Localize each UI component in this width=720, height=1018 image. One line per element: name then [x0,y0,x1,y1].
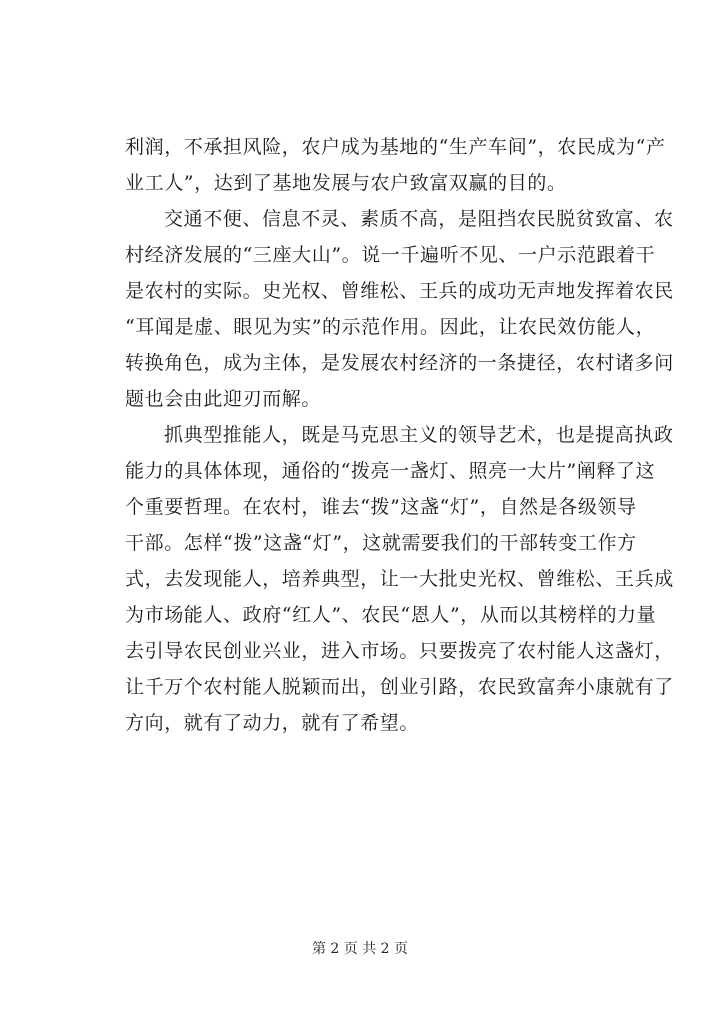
text-line: 干部。怎样“拨”这盏“灯”，这就需要我们的干部转变工作方 [125,532,637,554]
text-line: 利润，不承担风险，农户成为基地的“生产车间”，农民成为“产 [125,136,666,158]
text-line: 方向，就有了动力，就有了希望。 [125,712,420,734]
text-line: 转换角色，成为主体，是发展农村经济的一条捷径，农村诸多问 [125,352,674,374]
text-line: 是农村的实际。史光权、曾维松、王兵的成功无声地发挥着农民 [125,280,674,302]
text-line: 为市场能人、政府“红人”、农民“恩人”，从而以其榜样的力量 [125,604,657,626]
text-line: 题也会由此迎刃而解。 [125,388,322,410]
text-line: 式，去发现能人，培养典型，让一大批史光权、曾维松、王兵成 [125,568,674,590]
text-line: 个重要哲理。在农村，谁去“拨”这盏“灯”，自然是各级领导 [125,496,637,518]
text-line: 村经济发展的“三座大山”。说一千遍听不见、一户示范跟着干 [125,244,656,266]
text-line: 让千万个农村能人脱颖而出，创业引路，农民致富奔小康就有了 [125,676,674,698]
text-line: 能力的具体体现，通俗的“拨亮一盏灯、照亮一大片”阐释了这 [125,460,656,482]
page-number-footer: 第 2 页 共 2 页 [311,941,409,957]
text-line: 去引导农民创业兴业，进入市场。只要拨亮了农村能人这盏灯， [125,640,674,662]
paragraph-start-line: 抓典型推能人，既是马克思主义的领导艺术，也是提高执政 [164,424,674,446]
text-line: “耳闻是虚、眼见为实”的示范作用。因此，让农民效仿能人， [125,316,656,338]
text-line: 业工人”，达到了基地发展与农户致富双赢的目的。 [125,172,567,194]
paragraph-start-line: 交通不便、信息不灵、素质不高，是阻挡农民脱贫致富、农 [164,208,674,230]
body-text [125,129,674,741]
